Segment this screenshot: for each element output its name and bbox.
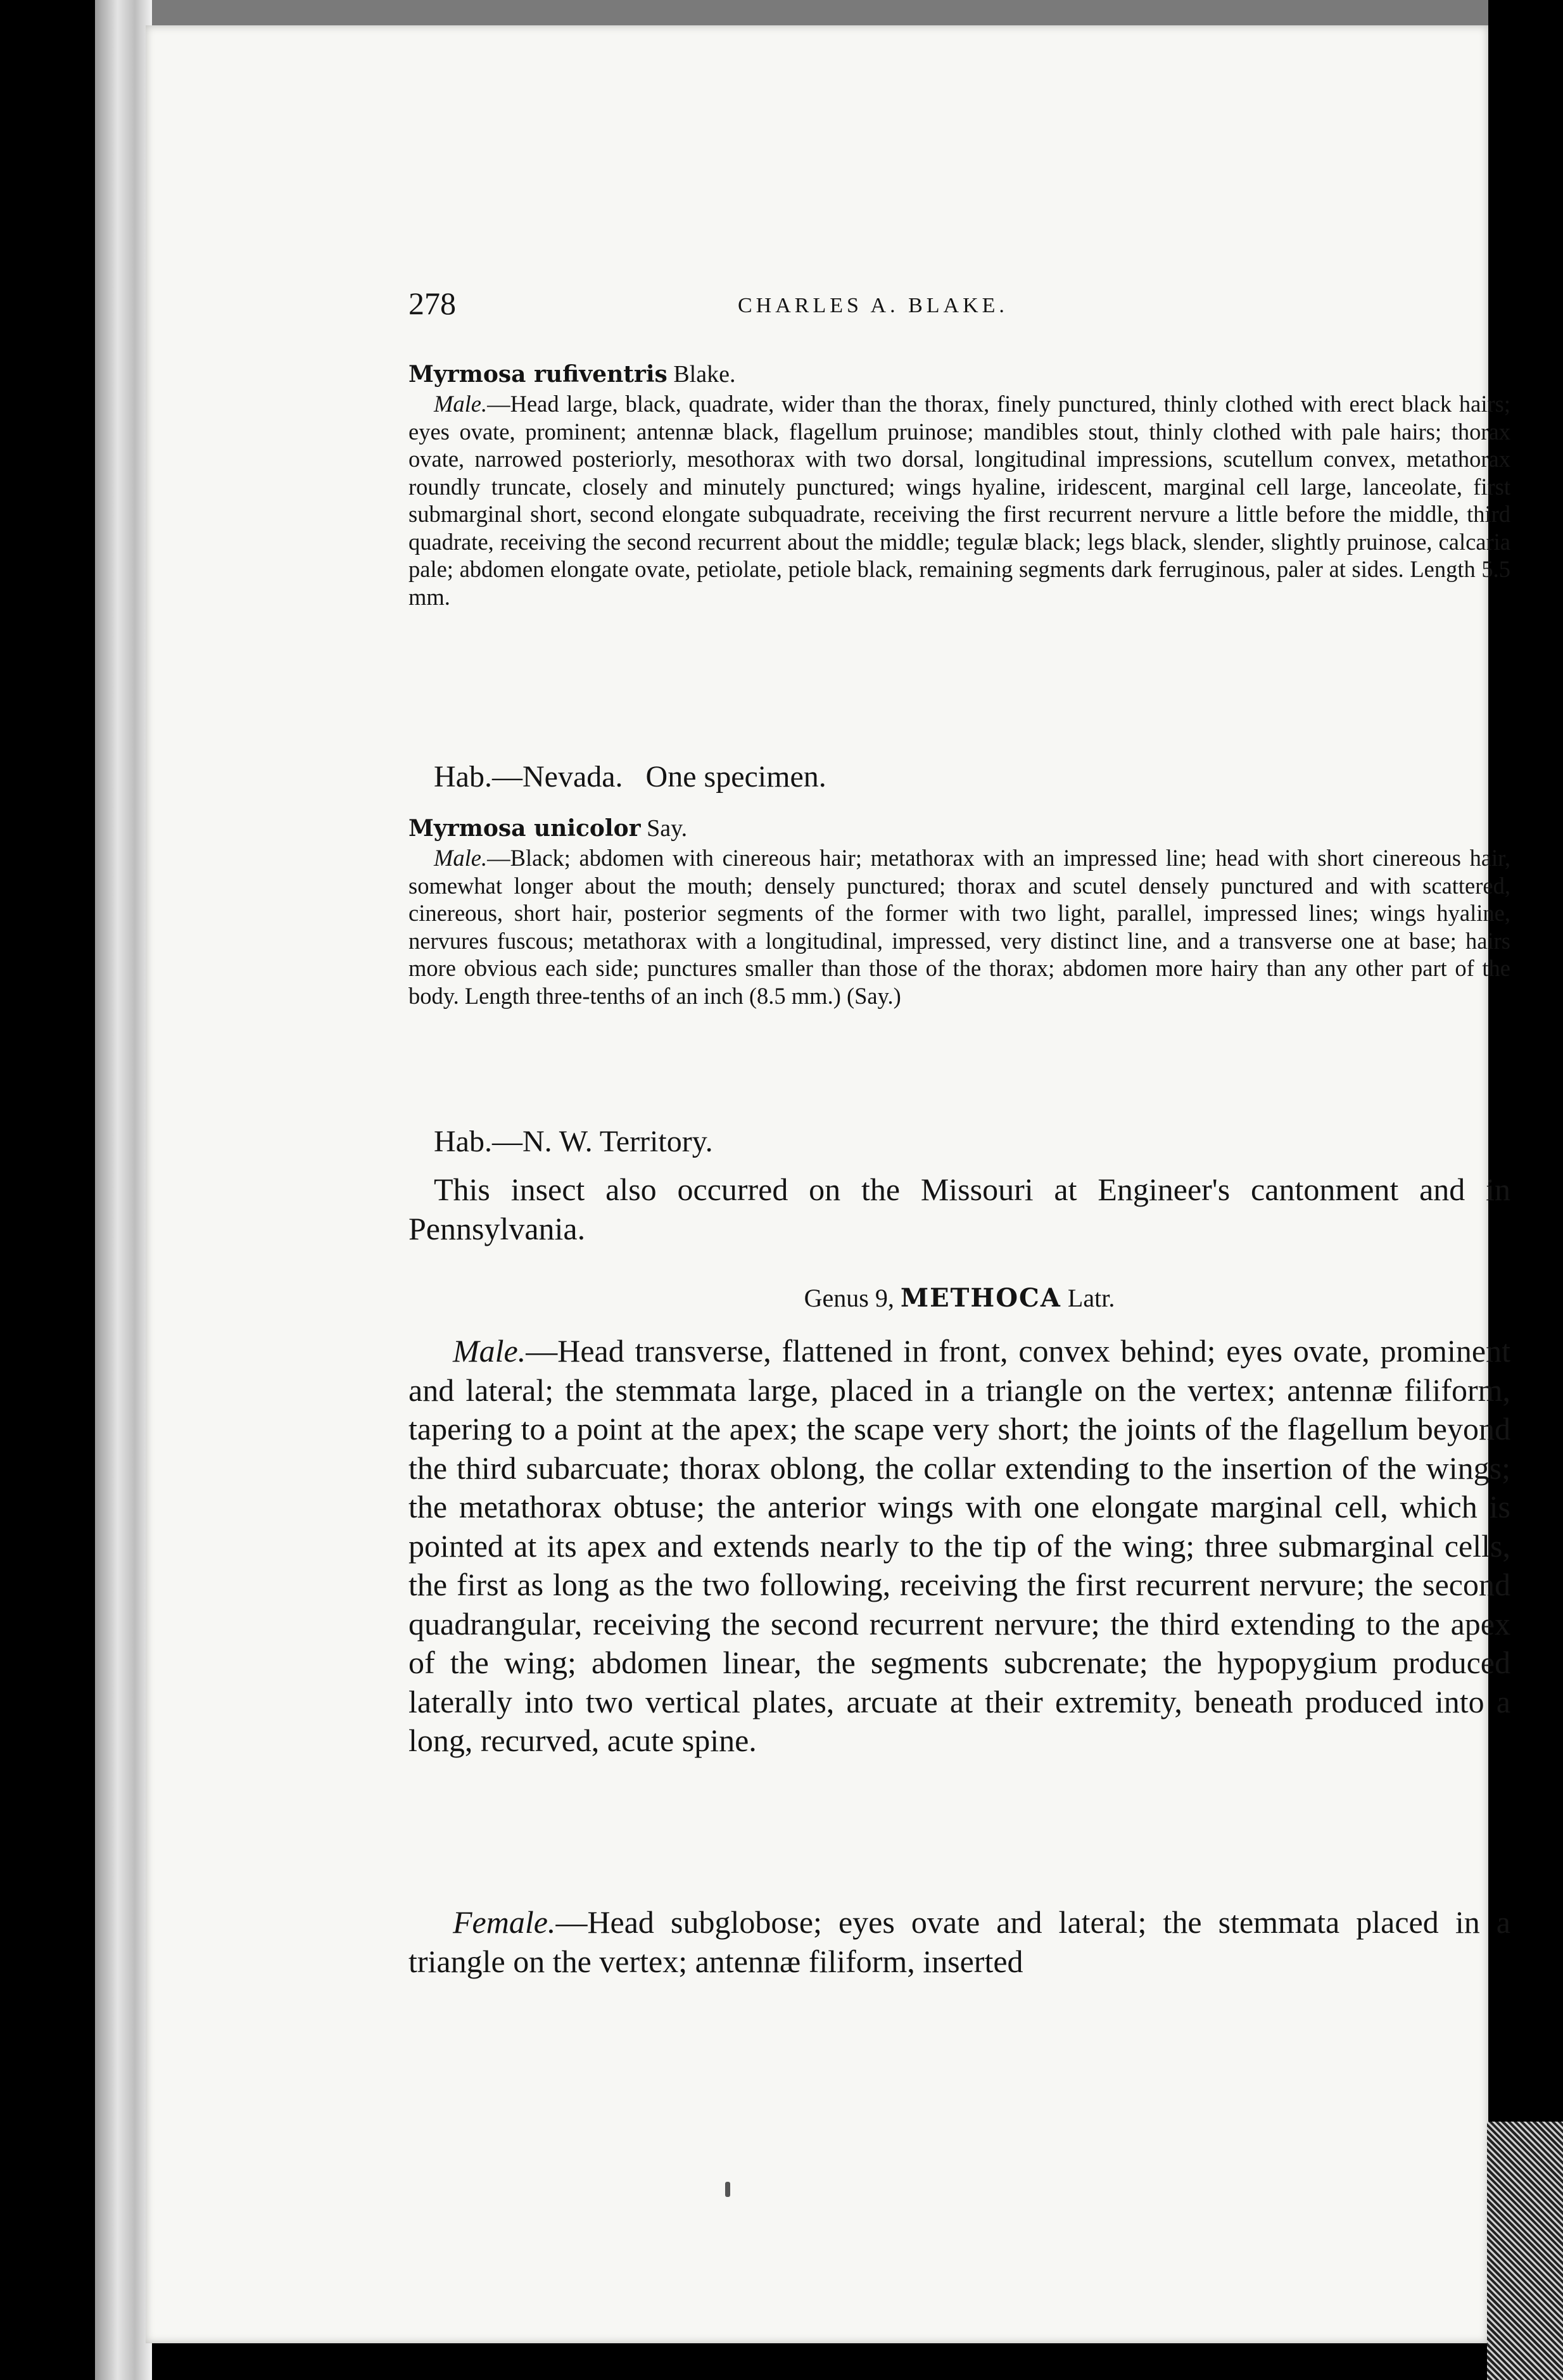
occurrence-note — [408, 1170, 1510, 1248]
book-spine-edge — [95, 0, 152, 2380]
adjacent-page-edge — [1487, 2122, 1563, 2380]
species-description-rufiventris — [408, 390, 1510, 611]
habitat-rufiventris — [408, 758, 1510, 796]
species-author: Say. — [640, 815, 688, 842]
description-text: —Black; abdomen with cinereous hair; metathorax with an impressed line; head with short cinereous hair, somewhat longer about the mouth; densely punctured; thorax and scutel densely punctured and with scattered, cinereous, short hair, posterior segments of the former with two light, parallel, impressed lines; wings hyaline, nervures fuscous; metathorax with a longitudinal, impressed, very distinct line, and a transverse one at base; hairs more obvious each side; punctures smaller than those of the thorax; abdomen more hairy than any other part of the body. Length three-tenths of an inch (8.5 mm.) (Say.) — [408, 845, 1510, 1009]
sex-label: Male. — [434, 391, 488, 417]
species-heading-rufiventris — [408, 360, 1510, 389]
description-text: —Head subglobose; eyes ovate and lateral; the stemmata placed in a triangle on the vertex; antennæ filiform, inserted — [408, 1904, 1510, 1979]
scan-top-border — [95, 0, 1488, 25]
species-name: Myrmosa unicolor — [408, 815, 641, 842]
genus-name: METHOCA — [900, 1283, 1061, 1313]
genus-male-description — [408, 1332, 1510, 1761]
ink-smudge — [725, 2182, 730, 2197]
book-page — [146, 25, 1510, 2343]
genus-heading — [408, 1282, 1510, 1314]
species-description-unicolor — [408, 844, 1510, 1010]
habitat-unicolor — [408, 1123, 1510, 1161]
species-name: Myrmosa rufiventris — [408, 361, 668, 388]
habitat-text: Hab.—Nevada. One specimen. — [434, 760, 826, 794]
sex-label: Female. — [453, 1904, 556, 1940]
genus-female-description — [408, 1903, 1510, 1981]
description-text: —Head transverse, flattened in front, convex behind; eyes ovate, prominent and lateral; the stemmata large, placed in a triangle on the vertex; antennæ filiform, tapering to a point at the apex; the scape very short; the joints of the flagellum beyond the third subarcuate; thorax oblong, the collar extending to the insertion of the wings; the metathorax obtuse; the anterior wings with one elongate marginal cell, which is pointed at its apex and extends nearly to the tip of the wing; three submarginal cells, the first as long as the two following, receiving the first recurrent nervure; the second quadrangular, receiving the second recurrent nervure; the third extending to the apex of the wing; abdomen linear, the segments subcrenate; the hypopygium produced laterally into two vertical plates, arcuate at their extremity, beneath produced into a long, recurved, acute spine. — [408, 1333, 1510, 1758]
author-running-head: CHARLES A. BLAKE. — [738, 294, 1008, 317]
genus-prefix: Genus 9, — [804, 1284, 901, 1312]
habitat-text: Hab.—N. W. Territory. — [434, 1125, 713, 1158]
sex-label: Male. — [434, 845, 488, 871]
species-heading-unicolor — [408, 814, 1510, 843]
running-head — [408, 285, 1510, 323]
genus-author: Latr. — [1061, 1284, 1115, 1312]
note-text: This insect also occurred on the Missouri at Engineer's cantonment and in Pennsylvania. — [408, 1172, 1510, 1246]
page-number: 278 — [408, 286, 456, 321]
description-text: —Head large, black, quadrate, wider than the thorax, finely punctured, thinly clothed with erect black hairs; eyes ovate, prominent; antennæ black, flagellum pruinose; mandibles stout, thinly clothed with pale hairs; thorax ovate, narrowed posteriorly, mesothorax with two dorsal, longitudinal impressions, scutellum convex, metathorax roundly truncate, closely and minutely punctured; wings hyaline, iridescent, marginal cell large, lanceolate, first submarginal short, second elongate subquadrate, receiving the first recurrent nervure a little before the middle, third quadrate, receiving the second recurrent about the middle; tegulæ black; legs black, slender, slightly pruinose, calcaria pale; abdomen elongate ovate, petiolate, petiole black, remaining segments dark ferruginous, paler at sides. Length 5.5 mm. — [408, 391, 1510, 610]
sex-label: Male. — [453, 1333, 526, 1369]
species-author: Blake. — [667, 361, 736, 388]
